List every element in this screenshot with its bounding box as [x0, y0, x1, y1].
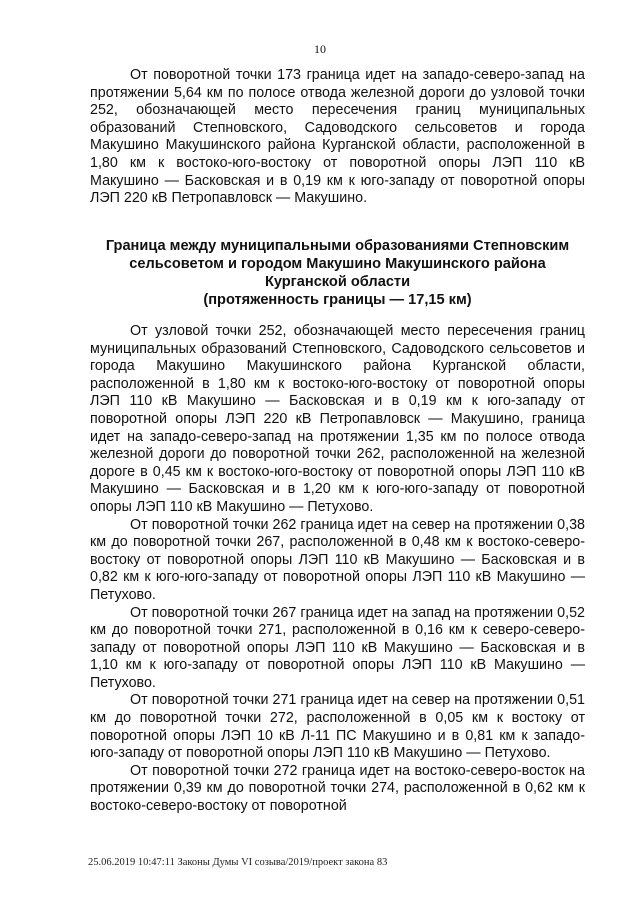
section-heading: [90, 237, 585, 309]
section-paragraph: От поворотной точки 262 граница идет на север на протяжении 0,38 км до поворотной точки 267, расположенной в 0,48 км к востоко-северо-востоку от поворотной опоры ЛЭП 110 кВ Макушино — Басковская и в 0,82 км к юго-юго-западу от поворотной опоры ЛЭП 110 кВ Макушино — Петухово.: [90, 516, 585, 603]
section-body: [90, 323, 585, 816]
intro-section: [90, 67, 585, 208]
intro-paragraph: От поворотной точки 173 граница идет на западо-северо-запад на протяжении 5,64 км по полосе отвода железной дороги до узловой точки 252, обозначающей место пересечения границ муниципальных образований Степновского, Садоводского сельсоветов и города Макушино Макушинского района Курганской области, расположенной в 1,80 км к востоко-юго-востоку от поворотной опоры ЛЭП 110 кВ Макушино — Басковская и в 0,19 км к юго-западу от поворотной опоры ЛЭП 220 кВ Петропавловск — Макушино.: [90, 67, 585, 207]
section-paragraph: От узловой точки 252, обозначающей место пересечения границ муниципальных образований Степновского, Садоводского сельсоветов и города Макушино Макушинского района Курганской области, расположенной в 1,80 км к востоко-юго-востоку от поворотной опоры ЛЭП 110 кВ Макушино — Басковская и в 0,19 км к юго-западу от поворотной опоры ЛЭП 220 кВ Петропавловск — Макушино, граница идет на западо-северо-запад на протяжении 1,35 км по полосе отвода железной дороги до поворотной точки 262, расположенной на железной дороге в 0,45 км к востоко-юго-востоку от поворотной опоры ЛЭП 110 кВ Макушино — Басковская и в 1,20 км к юго-юго-западу от поворотной опоры ЛЭП 110 кВ Макушино — Петухово.: [90, 323, 585, 515]
section-paragraph: От поворотной точки 271 граница идет на север на протяжении 0,51 км до поворотной точки 272, расположенной в 0,05 км к востоку от поворотной опоры ЛЭП 10 кВ Л-11 ПС Макушино и в 0,81 км к западо-юго-западу от поворотной опоры ЛЭП 110 кВ Макушино — Петухово.: [90, 692, 585, 762]
section-title: Граница между муниципальными образованиями Степновским сельсоветом и городом Макушино Макушинского района Курганской области: [105, 238, 570, 290]
section-paragraph: От поворотной точки 272 граница идет на востоко-северо-восток на протяжении 0,39 км до поворотной точки 274, расположенной в 0,62 км к востоко-северо-востоку от поворотной: [90, 762, 585, 815]
document-footer: 25.06.2019 10:47:11 Законы Думы VI созыва/2019/проект закона 83: [88, 857, 388, 868]
section-length-note: (протяженность границы — 17,15 км): [203, 292, 472, 308]
page-number: 10: [314, 42, 326, 56]
section-paragraph: От поворотной точки 267 граница идет на запад на протяжении 0,52 км до поворотной точки 271, расположенной в 0,16 км к северо-северо-западу от поворотной опоры ЛЭП 110 кВ Макушино — Басковская и в 1,10 км к юго-западу от поворотной опоры ЛЭП 110 кВ Макушино — Петухово.: [90, 604, 585, 691]
